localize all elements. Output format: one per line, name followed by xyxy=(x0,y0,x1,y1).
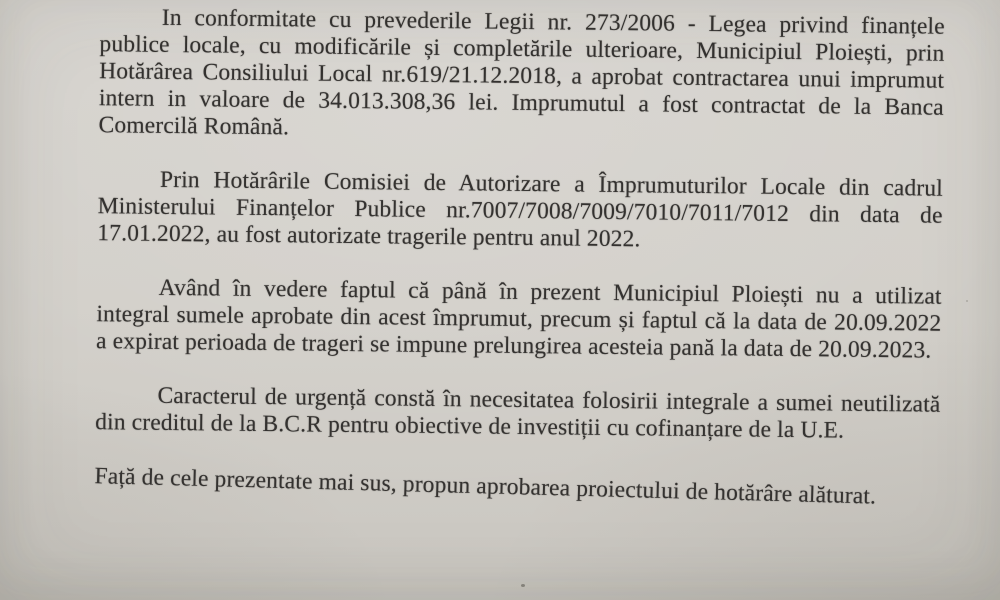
paragraph-urgency: Caracterul de urgență constă în necesitatea folosirii integrale a sumei neutilizată din creditul de la B.C.R pentru obiective de investiții cu cofinanțare de la U.E. xyxy=(95,382,941,444)
paragraph-proposal: Față de cele prezentate mai sus, propun aprobarea proiectului de hotărâre alăturat. xyxy=(94,463,877,510)
paragraph-law-reference: In conformitate cu prevederile Legii nr. 273/2006 - Legea privind finanțele publice locale, cu modificările și completările ulterioare, Municipiul Ploiești, prin Hotărârea Consiliului Local nr.619/21.12.2018, a aprobat contractarea unui imprumut intern in valoare de 34.013.308,36 lei. Imprumutul a fost contractat de la Banca Comercilă Română. xyxy=(98,4,945,141)
paper-speck xyxy=(521,584,525,587)
paragraph-authorization: Prin Hotărârile Comisiei de Autorizare a Împrumuturilor Locale din cadrul Ministerului Finanțelor Publice nr.7007/7008/7009/7010/7011/7012 din data de 17.01.2022, au fost autorizate tragerile pentru anul 2022. xyxy=(97,166,944,253)
paragraph-extension-reason: Având în vedere faptul că până în prezent Municipiul Ploiești nu a utilizat integral sumele aprobate din acest împrumut, precum și faptul că la data de 20.09.2022 a expirat perioada de trageri se impune prelungirea acesteia pană la data de 20.09.2023. xyxy=(95,274,942,364)
